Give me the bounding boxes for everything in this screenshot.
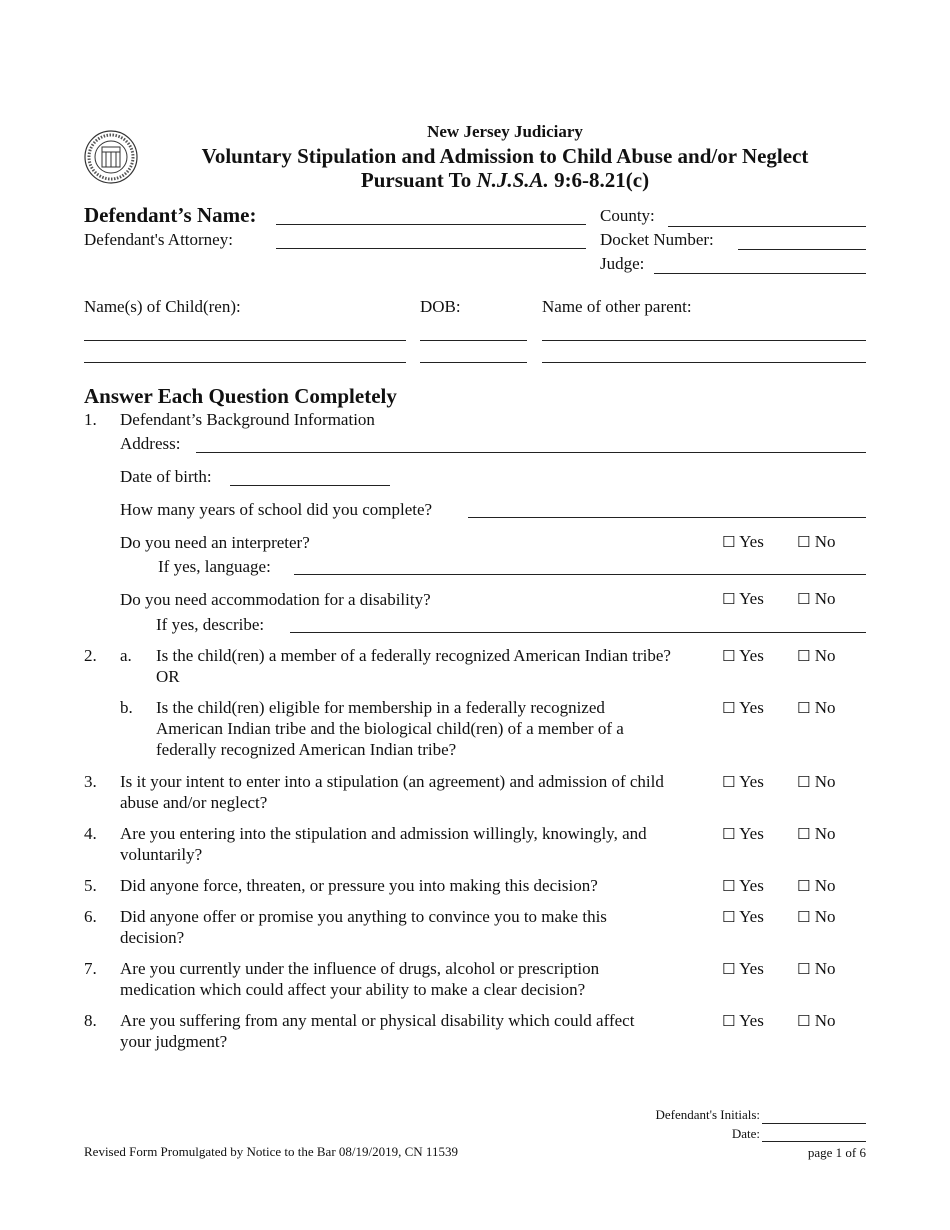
accommodation-label: Do you need accommodation for a disability? — [120, 590, 431, 609]
no-option[interactable]: ☐ No — [797, 772, 836, 791]
form-title: Voluntary Stipulation and Admission to Child Abuse and/or Neglect — [201, 144, 809, 168]
q2b-no[interactable]: ☐ No — [797, 698, 836, 717]
question-number: 2. — [84, 646, 97, 665]
yes-option[interactable]: ☐ Yes — [722, 772, 764, 791]
checkbox-icon: ☐ — [722, 533, 736, 551]
child-name-field[interactable] — [84, 362, 406, 363]
checkbox-icon: ☐ — [722, 877, 736, 895]
question-text: Are you suffering from any mental or physical disability which could affect — [120, 1011, 635, 1030]
school-label: How many years of school did you complete? — [120, 500, 433, 519]
accommodation-yes[interactable]: ☐ Yes — [722, 589, 764, 608]
other-parent-field[interactable] — [542, 340, 866, 341]
checkbox-icon: ☐ — [797, 647, 811, 665]
form-subtitle: Pursuant To N.J.S.A. 9:6-8.21(c) — [360, 168, 650, 192]
county-field[interactable] — [668, 226, 866, 227]
section-title: Answer Each Question Completely — [84, 384, 397, 408]
county-label: County: — [600, 206, 655, 225]
checkbox-icon: ☐ — [797, 825, 811, 843]
checkbox-icon: ☐ — [797, 908, 811, 926]
school-years-field[interactable] — [468, 517, 866, 518]
q2b-line3: federally recognized American Indian tribe? — [156, 740, 457, 759]
q2b-line1: Is the child(ren) eligible for membership in a federally recognized — [156, 698, 605, 717]
question-text: Are you entering into the stipulation and admission willingly, knowingly, and — [120, 824, 647, 843]
no-option[interactable]: ☐ No — [797, 959, 836, 978]
checkbox-icon: ☐ — [722, 699, 736, 717]
defendant-attorney-label: Defendant's Attorney: — [84, 230, 233, 249]
question-number: 5. — [84, 876, 97, 895]
question-text: Are you currently under the influence of drugs, alcohol or prescription — [120, 959, 600, 978]
yes-option[interactable]: ☐ Yes — [722, 907, 764, 926]
child-dob-field[interactable] — [420, 340, 527, 341]
initials-field[interactable] — [762, 1123, 866, 1124]
question-number: 1. — [84, 410, 97, 429]
address-field[interactable] — [196, 452, 866, 453]
checkbox-icon: ☐ — [722, 1012, 736, 1030]
interpreter-language-field[interactable] — [294, 574, 866, 575]
checkbox-icon: ☐ — [722, 590, 736, 608]
checkbox-icon: ☐ — [797, 877, 811, 895]
accommodation-describe-field[interactable] — [290, 632, 866, 633]
children-names-label: Name(s) of Child(ren): — [84, 297, 241, 316]
q2a-yes[interactable]: ☐ Yes — [722, 646, 764, 665]
interpreter-no[interactable]: ☐ No — [797, 532, 836, 551]
question-text: decision? — [120, 928, 185, 947]
checkbox-icon: ☐ — [797, 590, 811, 608]
dob-label: Date of birth: — [120, 467, 212, 486]
q2a-text: Is the child(ren) a member of a federally recognized American Indian tribe? — [156, 646, 671, 665]
checkbox-icon: ☐ — [722, 908, 736, 926]
docket-number-field[interactable] — [738, 249, 866, 250]
no-option[interactable]: ☐ No — [797, 876, 836, 895]
page-number: page 1 of 6 — [807, 1145, 866, 1160]
question-text: medication which could affect your ability to make a clear decision? — [120, 980, 586, 999]
date-label: Date: — [731, 1126, 760, 1141]
question-text: Did anyone force, threaten, or pressure you into making this decision? — [120, 876, 598, 895]
no-option[interactable]: ☐ No — [797, 824, 836, 843]
q2a-or: OR — [156, 667, 180, 686]
judge-field[interactable] — [654, 273, 866, 274]
checkbox-icon: ☐ — [797, 960, 811, 978]
interpreter-label: Do you need an interpreter? — [120, 533, 310, 552]
defendant-name-field[interactable] — [276, 224, 586, 225]
checkbox-icon: ☐ — [797, 773, 811, 791]
q2b-label: b. — [120, 698, 133, 717]
question-number: 7. — [84, 959, 97, 978]
question-number: 6. — [84, 907, 97, 926]
checkbox-icon: ☐ — [722, 773, 736, 791]
yes-option[interactable]: ☐ Yes — [722, 824, 764, 843]
checkbox-icon: ☐ — [722, 647, 736, 665]
q2a-no[interactable]: ☐ No — [797, 646, 836, 665]
defendant-name-label: Defendant’s Name: — [84, 203, 257, 227]
no-option[interactable]: ☐ No — [797, 907, 836, 926]
dob-label: DOB: — [420, 297, 461, 316]
checkbox-icon: ☐ — [797, 699, 811, 717]
question-text: voluntarily? — [120, 845, 203, 864]
docket-number-label: Docket Number: — [600, 230, 714, 249]
question-number: 4. — [84, 824, 97, 843]
accommodation-no[interactable]: ☐ No — [797, 589, 836, 608]
checkbox-icon: ☐ — [797, 1012, 811, 1030]
question-text: your judgment? — [120, 1032, 228, 1051]
accommodation-describe-label: If yes, describe: — [156, 615, 265, 634]
q2b-yes[interactable]: ☐ Yes — [722, 698, 764, 717]
question-text: Did anyone offer or promise you anything to convince you to make this — [120, 907, 607, 926]
yes-option[interactable]: ☐ Yes — [722, 876, 764, 895]
q2a-label: a. — [120, 646, 132, 665]
child-name-field[interactable] — [84, 340, 406, 341]
checkbox-icon: ☐ — [722, 825, 736, 843]
org-name: New Jersey Judiciary — [427, 122, 583, 141]
date-of-birth-field[interactable] — [230, 485, 390, 486]
no-option[interactable]: ☐ No — [797, 1011, 836, 1030]
question-text: Is it your intent to enter into a stipulation (an agreement) and admission of child — [120, 772, 664, 791]
defendant-attorney-field[interactable] — [276, 248, 586, 249]
yes-option[interactable]: ☐ Yes — [722, 1011, 764, 1030]
revision-note: Revised Form Promulgated by Notice to the Bar 08/19/2019, CN 11539 — [84, 1144, 458, 1159]
question-number: 8. — [84, 1011, 97, 1030]
other-parent-field[interactable] — [542, 362, 866, 363]
interpreter-yes[interactable]: ☐ Yes — [722, 532, 764, 551]
question-number: 3. — [84, 772, 97, 791]
address-label: Address: — [120, 434, 181, 453]
other-parent-label: Name of other parent: — [542, 297, 692, 316]
question-text: abuse and/or neglect? — [120, 793, 268, 812]
checkbox-icon: ☐ — [797, 533, 811, 551]
judge-label: Judge: — [600, 254, 645, 273]
q2b-line2: American Indian tribe and the biological child(ren) of a member of a — [156, 719, 624, 738]
initials-label: Defendant's Initials: — [655, 1107, 760, 1122]
interpreter-language-label: If yes, language: — [158, 557, 271, 576]
q1-title: Defendant’s Background Information — [120, 410, 375, 429]
child-dob-field[interactable] — [420, 362, 527, 363]
yes-option[interactable]: ☐ Yes — [722, 959, 764, 978]
date-field[interactable] — [762, 1141, 866, 1142]
checkbox-icon: ☐ — [722, 960, 736, 978]
